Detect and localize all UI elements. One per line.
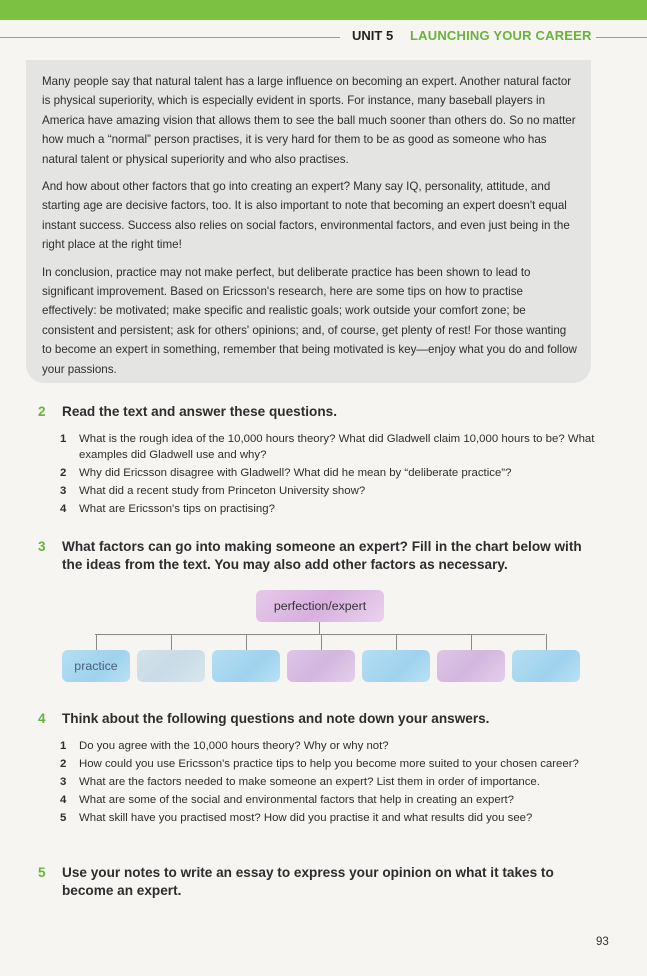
- question-number: 3: [60, 776, 67, 788]
- question-text: What skill have you practised most? How did you practise it and what results did you see?: [79, 812, 533, 824]
- question-text: What did a recent study from Princeton University show?: [79, 485, 366, 497]
- top-color-bar: [0, 0, 647, 20]
- exercise-3: [38, 538, 598, 574]
- question-text: Why did Ericsson disagree with Gladwell? What did he mean by “deliberate practice”?: [79, 467, 512, 479]
- exercise-title: What factors can go into making someone an expert? Fill in the chart below with the ideas from the text. You may also add other factors as necessary.: [62, 539, 582, 572]
- exercise-number: 3: [38, 539, 46, 554]
- chart-connector-drop: [246, 634, 247, 650]
- reading-paragraph-3: In conclusion, practice may not make perfect, but deliberate practice has been shown to lead to significant improvement. Based on Ericsson's research, here are some tips on how to practise effectively: be motivated; make specific and realistic goals; work outside your comfort zone; be consistent and persistent; ask for others' opinions; and, of course, get plenty of rest! For those wanting to become an expert in something, remember that being motivated is key—enjoy what you do and follow your passions.: [42, 265, 577, 376]
- question-item: [60, 483, 598, 499]
- exercise-2-heading: [38, 403, 598, 421]
- exercise-4-heading: [38, 710, 598, 728]
- reading-passage: [26, 60, 591, 383]
- chart-connector-drop: [471, 634, 472, 650]
- chart-connector-bar: [95, 634, 545, 635]
- question-number: 2: [60, 758, 67, 770]
- chart-leaf-blank[interactable]: [137, 650, 205, 682]
- unit-number: UNIT 5: [352, 28, 394, 43]
- question-item: [60, 810, 598, 826]
- chart-connector-drop: [96, 634, 97, 650]
- exercise-title: Use your notes to write an essay to express your opinion on what it takes to become an expert.: [62, 865, 554, 898]
- exercise-number: 2: [38, 404, 46, 419]
- question-list: [60, 738, 598, 826]
- chart-leaf-blank[interactable]: [512, 650, 580, 682]
- chart-leaf-blank[interactable]: [362, 650, 430, 682]
- chart-connector-drop: [321, 634, 322, 650]
- reading-paragraph-1: Many people say that natural talent has a large influence on becoming an expert. Another natural factor is physical superiority, which is especially evident in sports. For instance, many baseball players in America have amazing vision that allows them to see the ball much sooner than others do. So no matter how much a “normal” person practises, it is very hard for them to be as good as someone who has natural talent or physical superiority and who also practises.: [42, 75, 576, 166]
- question-number: 4: [60, 503, 67, 515]
- question-text: What are the factors needed to make someone an expert? List them in order of importance.: [79, 776, 540, 788]
- exercise-number: 4: [38, 711, 46, 726]
- question-item: [60, 756, 598, 772]
- page-number: 93: [596, 936, 609, 948]
- question-number: 1: [60, 433, 67, 445]
- question-item: [60, 774, 598, 790]
- question-text: How could you use Ericsson's practice tips to help you become more suited to your chosen career?: [79, 758, 579, 770]
- page-header: [0, 28, 647, 48]
- chart-connector-drop: [546, 634, 547, 650]
- chart-leaf-practice: practice: [62, 650, 130, 682]
- chart-connector-drop: [171, 634, 172, 650]
- exercise-5-heading: [38, 864, 598, 900]
- question-text: What are some of the social and environmental factors that help in creating an expert?: [79, 794, 514, 806]
- factor-chart: [60, 590, 580, 690]
- question-item: [60, 465, 598, 481]
- exercise-3-heading: [38, 538, 598, 574]
- question-number: 2: [60, 467, 67, 479]
- header-rule-right: [596, 37, 647, 38]
- exercise-4: [38, 710, 598, 828]
- exercise-5: [38, 864, 598, 900]
- reading-paragraph-2: And how about other factors that go into creating an expert? Many say IQ, personality, attitude, and starting age are decisive factors, too. It is also important to note that becoming an expert doesn't equal instant success. Success also relies on social factors, environmental factors, and even just being in the right place at the right time!: [42, 180, 570, 252]
- question-item: [60, 501, 598, 517]
- question-list: [60, 431, 598, 517]
- exercise-title: Think about the following questions and note down your answers.: [62, 711, 490, 726]
- question-text: What are Ericsson's tips on practising?: [79, 503, 275, 515]
- chart-connector-drop: [396, 634, 397, 650]
- unit-title: LAUNCHING YOUR CAREER: [410, 28, 592, 43]
- question-number: 3: [60, 485, 67, 497]
- question-text: What is the rough idea of the 10,000 hours theory? What did Gladwell claim 10,000 hours to be? What examples did Gladwell use and why?: [79, 433, 595, 461]
- exercise-number: 5: [38, 865, 46, 880]
- chart-leaf-blank[interactable]: [287, 650, 355, 682]
- exercise-title: Read the text and answer these questions.: [62, 404, 337, 419]
- chart-leaf-blank[interactable]: [437, 650, 505, 682]
- exercise-2: [38, 403, 598, 519]
- question-number: 4: [60, 794, 67, 806]
- question-text: Do you agree with the 10,000 hours theory? Why or why not?: [79, 740, 389, 752]
- question-item: [60, 738, 598, 754]
- question-number: 5: [60, 812, 67, 824]
- chart-connector-stem: [319, 622, 320, 634]
- question-item: [60, 431, 598, 463]
- chart-leaf-blank[interactable]: [212, 650, 280, 682]
- chart-root-node: perfection/expert: [256, 590, 384, 622]
- question-number: 1: [60, 740, 67, 752]
- header-rule-left: [0, 37, 340, 38]
- question-item: [60, 792, 598, 808]
